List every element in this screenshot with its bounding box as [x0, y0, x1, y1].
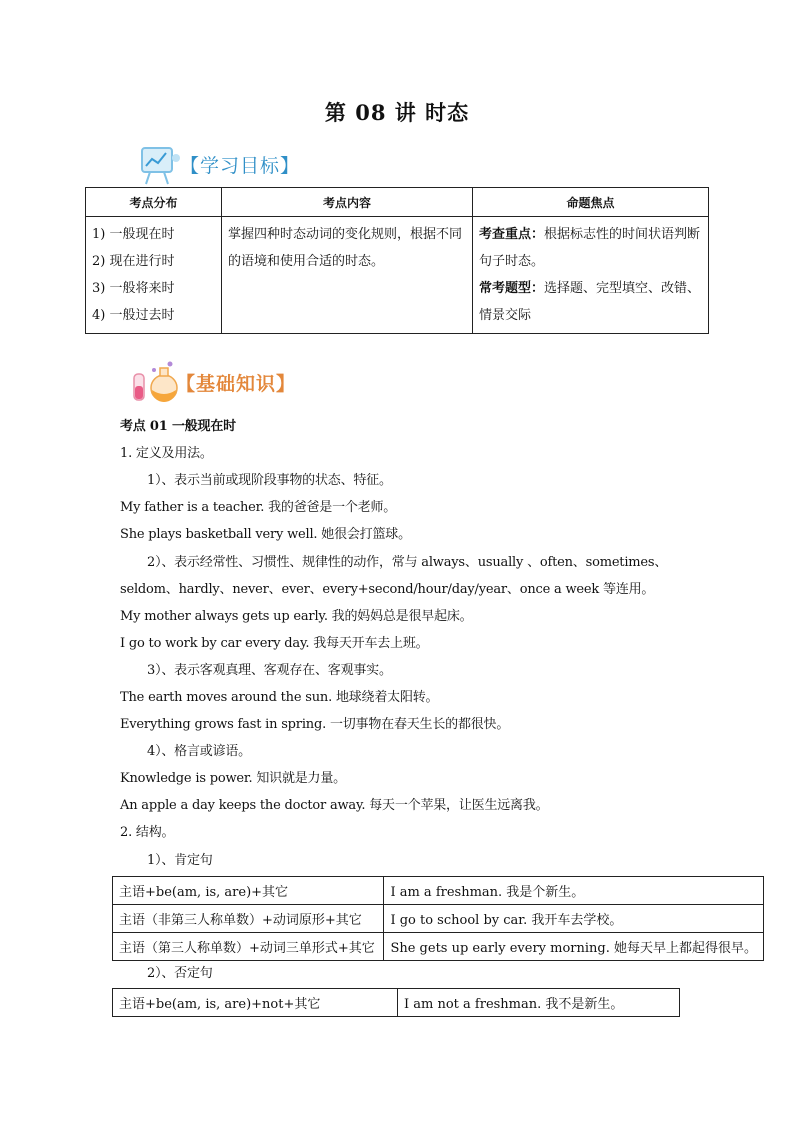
example-sentence: My father is a teacher. 我的爸爸是一个老师。: [120, 500, 397, 515]
negative-structure-table: [112, 988, 680, 1017]
positive-structure-table: [112, 876, 764, 961]
flask-icon: [130, 360, 178, 404]
subsection-heading: 2. 结构。: [120, 825, 175, 840]
section-label-basics: 【基础知识】: [176, 372, 297, 395]
usage-point: 3）、表示客观真理、客观存在、客观事实。: [147, 663, 392, 678]
chart-board-icon: [136, 142, 184, 186]
example-sentence: I go to work by car every day. 我每天开车去上班。: [120, 636, 429, 651]
example-sentence: Everything grows fast in spring. 一切事物在春天生长的都很快。: [120, 717, 510, 732]
focus-key-text: 根据标志性的时间状语判断句子时态。: [479, 227, 701, 269]
table-row: [113, 905, 764, 933]
structure-heading-positive: 1）、肯定句: [147, 853, 213, 868]
topic-heading: 考点 01 一般现在时: [120, 419, 236, 434]
usage-point-continued: seldom、hardly、never、ever、every+second/hour/day/year、once a week 等连用。: [120, 582, 655, 597]
usage-point: 1）、表示当前或现阶段事物的状态、特征。: [147, 473, 392, 488]
goal-content-cell: 掌握四种时态动词的变化规则，根据不同的语境和使用合适的时态。: [222, 217, 473, 334]
structure-heading-negative: 2）、否定句: [147, 966, 213, 981]
structure-formula: 主语+be(am, is, are)+其它: [113, 877, 384, 905]
subsection-heading: 1. 定义及用法。: [120, 446, 213, 461]
structure-example: I go to school by car. 我开车去学校。: [384, 905, 764, 933]
table-row: [113, 933, 764, 961]
structure-example: I am not a freshman. 我不是新生。: [398, 989, 680, 1017]
section-label-goals: 【学习目标】: [180, 154, 301, 177]
section-header-goals: [136, 142, 300, 186]
focus-type-text: 选择题、完型填空、改错、情景交际: [479, 281, 701, 323]
example-sentence: My mother always gets up early. 我的妈妈总是很早起床。: [120, 609, 473, 624]
table-row: [113, 989, 680, 1017]
table-row: [113, 877, 764, 905]
structure-formula: 主语（非第三人称单数）+动词原形+其它: [113, 905, 384, 933]
distribution-item: 3) 一般将来时: [92, 281, 175, 296]
distribution-item: 1) 一般现在时: [92, 227, 175, 242]
example-sentence: She plays basketball very well. 她很会打篮球。: [120, 527, 411, 542]
example-sentence: Knowledge is power. 知识就是力量。: [120, 771, 346, 786]
section-header-basics: [130, 360, 296, 404]
goal-header-content: 考点内容: [222, 188, 473, 217]
structure-formula: 主语（第三人称单数）+动词三单形式+其它: [113, 933, 384, 961]
example-sentence: The earth moves around the sun. 地球绕着太阳转。: [120, 690, 439, 705]
goal-header-focus: 命题焦点: [473, 188, 709, 217]
structure-example: I am a freshman. 我是个新生。: [384, 877, 764, 905]
structure-example: She gets up early every morning. 她每天早上都起得很早。: [384, 933, 764, 961]
focus-type-label: 常考题型：: [479, 281, 545, 296]
goal-distribution-cell: [86, 217, 222, 334]
focus-key-label: 考查重点：: [479, 227, 545, 242]
goal-table: [85, 187, 709, 334]
page-title: 第 08 讲 时态: [324, 100, 470, 125]
usage-point: 2）、表示经常性、习惯性、规律性的动作，常与 always、usually 、often、sometimes、: [147, 555, 668, 570]
goal-focus-cell: [473, 217, 709, 334]
goal-header-distribution: 考点分布: [86, 188, 222, 217]
usage-point: 4）、格言或谚语。: [147, 744, 251, 759]
structure-formula: 主语+be(am, is, are)+not+其它: [113, 989, 398, 1017]
distribution-item: 4) 一般过去时: [92, 308, 175, 323]
distribution-item: 2) 现在进行时: [92, 254, 175, 269]
example-sentence: An apple a day keeps the doctor away. 每天一个苹果，让医生远离我。: [120, 798, 549, 813]
